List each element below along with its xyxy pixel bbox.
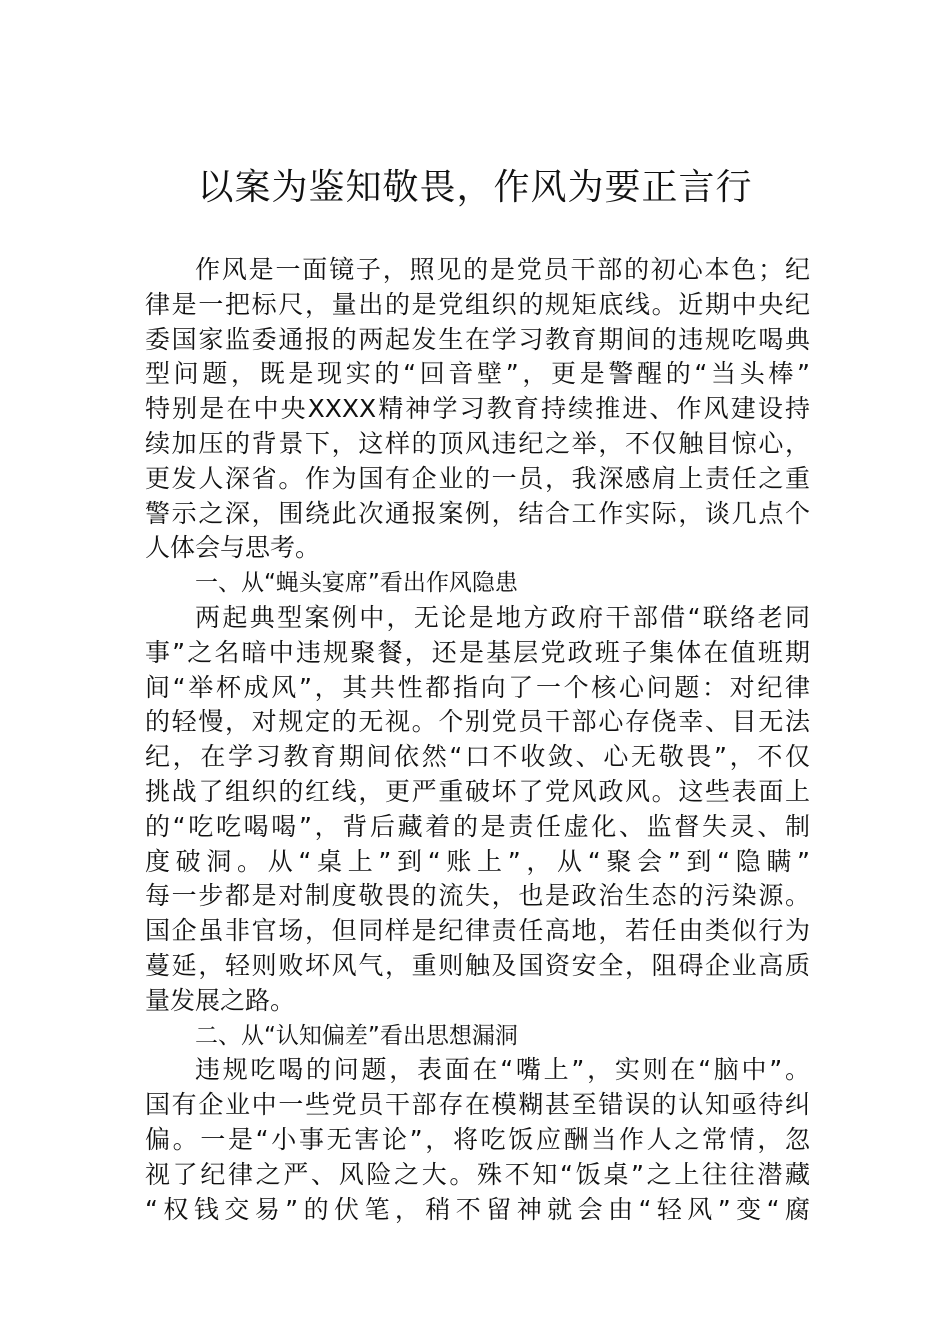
paragraph-line: 的轻慢，对规定的无视。个别党员干部心存侥幸、目无法 <box>145 707 810 737</box>
paragraph-line: 两起典型案例中，无论是地方政府干部借“联络老同 <box>195 602 810 632</box>
section-heading: 一、从“蝇头宴席”看出作风隐患 <box>195 570 518 597</box>
paragraph-line: 国企虽非官场，但同样是纪律责任高地，若任由类似行为 <box>145 916 810 946</box>
section-heading: 二、从“认知偏差”看出思想漏洞 <box>195 1022 518 1049</box>
paragraph-line: 的“吃吃喝喝”，背后藏着的是责任虚化、监督失灵、制 <box>145 811 810 841</box>
paragraph-line: 每一步都是对制度敬畏的流失，也是政治生态的污染源。 <box>145 881 810 911</box>
document-body <box>145 253 810 1227</box>
paragraph-line: 型问题，既是现实的“回音壁”，更是警醒的“当头棒” <box>145 359 810 389</box>
paragraph-line: 蔓延，轻则败坏风气，重则触及国资安全，阻碍企业高质 <box>145 950 810 980</box>
paragraph-line: 度破洞。从“桌上”到“账上”，从“聚会”到“隐瞒” <box>145 846 810 876</box>
paragraph-line: 更发人深省。作为国有企业的一员，我深感肩上责任之重 <box>145 463 810 493</box>
paragraph-line: 偏。一是“小事无害论”，将吃饭应酬当作人之常情，忽 <box>145 1124 810 1154</box>
document-title: 以案为鉴知敬畏，作风为要正言行 <box>197 167 753 208</box>
paragraph-line: 人体会与思考。 <box>145 533 321 563</box>
paragraph-line: 违规吃喝的问题，表面在“嘴上”，实则在“脑中”。 <box>195 1055 810 1085</box>
paragraph-line: 续加压的背景下，这样的顶风违纪之举，不仅触目惊心， <box>145 428 810 458</box>
paragraph-line: 特别是在中央XXXX精神学习教育持续推进、作风建设持 <box>145 394 810 424</box>
paragraph-line: 作风是一面镜子，照见的是党员干部的初心本色；纪 <box>195 255 810 284</box>
paragraph-line: 纪，在学习教育期间依然“口不收敛、心无敬畏”，不仅 <box>145 742 810 772</box>
paragraph-line: 间“举杯成风”，其共性都指向了一个核心问题：对纪律 <box>145 672 810 702</box>
paragraph-line: 国有企业中一些党员干部存在模糊甚至错误的认知亟待纠 <box>145 1090 810 1120</box>
paragraph-line: 事”之名暗中违规聚餐，还是基层党政班子集体在值班期 <box>145 637 810 667</box>
paragraph-line: 挑战了组织的红线，更严重破坏了党风政风。这些表面上 <box>145 776 810 806</box>
paragraph-line: 委国家监委通报的两起发生在学习教育期间的违规吃喝典 <box>145 324 810 354</box>
paragraph-line: 警示之深，围绕此次通报案例，结合工作实际，谈几点个 <box>145 498 810 528</box>
paragraph-line: 量发展之路。 <box>145 985 296 1015</box>
paragraph-line: “权钱交易”的伏笔，稍不留神就会由“轻风”变“腐 <box>145 1194 810 1224</box>
paragraph-line: 律是一把标尺，量出的是党组织的规矩底线。近期中央纪 <box>145 289 810 319</box>
paragraph-line: 视了纪律之严、风险之大。殊不知“饭桌”之上往往潜藏 <box>145 1159 810 1189</box>
